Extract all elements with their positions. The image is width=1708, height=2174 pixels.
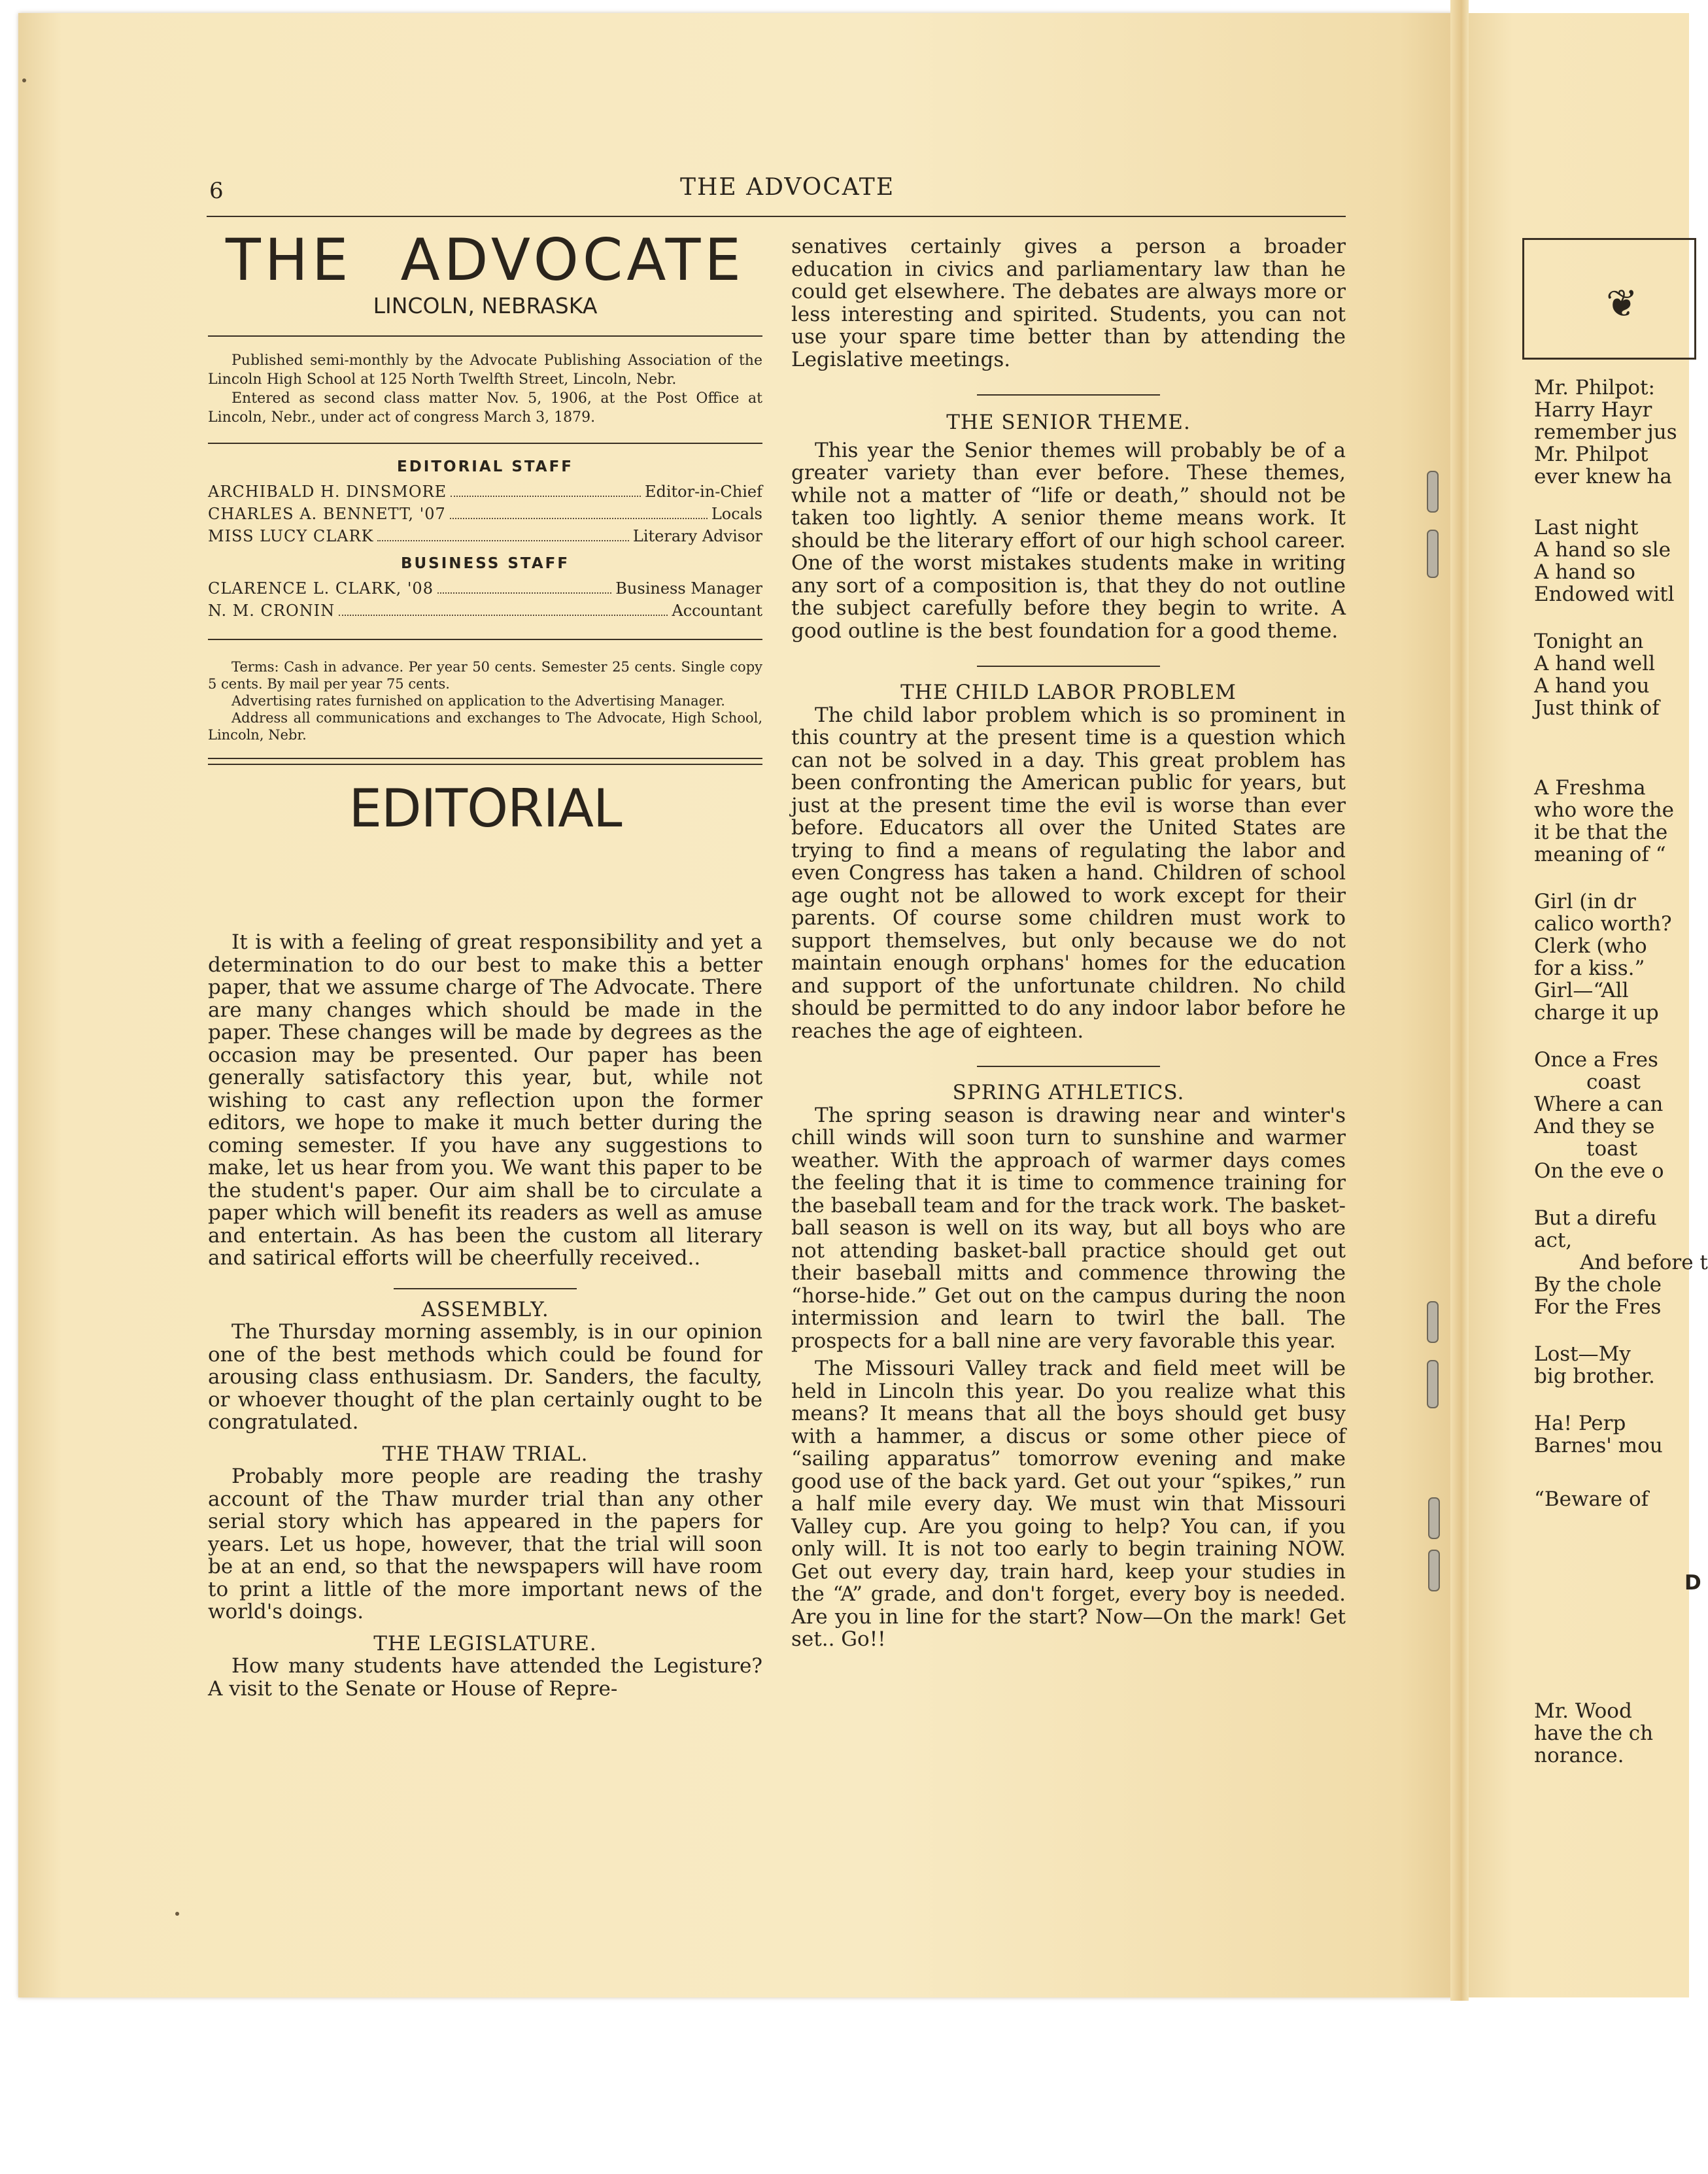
adjacent-page-line: it be that the [1534, 821, 1668, 844]
staff-role: Accountant [672, 602, 762, 620]
adjacent-page-line: coast [1586, 1070, 1641, 1094]
section-divider [977, 1066, 1160, 1067]
assembly-title: ASSEMBLY. [421, 1297, 549, 1321]
adjacent-page-line: meaning of “ [1534, 843, 1666, 866]
child-labor-title: THE CHILD LABOR PROBLEM [900, 681, 1237, 704]
staff-row [208, 481, 762, 503]
adjacent-page-line: Just think of [1534, 696, 1660, 720]
thaw-trial-title: THE THAW TRIAL. [382, 1442, 589, 1466]
entry-note: Entered as second class matter Nov. 5, 1906, at the Post Office at Lincoln, Nebr., under act of congress March 3, 1879. [208, 390, 762, 426]
adjacent-page-line: Endowed witl [1534, 583, 1675, 606]
terms-rule [208, 639, 762, 640]
staff-name: ARCHIBALD H. DINSMORE [208, 483, 447, 501]
legislature-body-cont: senatives certainly gives a person a broader education in civics and parliamentary law than he could get elsewhere. The debates are always more or less interesting and spirited. Students, you can not use your spare time better than by attending the Legislative meetings. [791, 235, 1346, 371]
child-labor-body: The child labor problem which is so prominent in this country at the present time is a question which can not be solved in a day. This great problem has been confronting the American public for years, but just at the present time the evil is worse than ever before. Educators all over the United States are trying to find a means of regulating the labor and even Congress has taken a hand. Children of school age ought not be allowed to work except for their parents. Of course some children must work to support themselves, but only because we do not maintain enough orphans' homes for the education and support of the unfortunate children. No child should be permitted to do any indoor labor before he reaches the age of eighteen. [791, 703, 1346, 1043]
left-column-body [208, 931, 762, 1700]
adjacent-page-line: act, [1534, 1229, 1573, 1252]
binding-clip-icon [1428, 1550, 1440, 1591]
publisher-note: Published semi-monthly by the Advocate Publishing Association of the Lincoln High School at 125 North Twelfth Street, Lincoln, Nebr. [208, 352, 762, 388]
legislature-body: How many students have attended the Legisture? A visit to the Senate or House of Repre- [208, 1654, 762, 1701]
staff-role: Literary Advisor [632, 527, 762, 545]
adjacent-page-line: Lost—My [1534, 1342, 1631, 1366]
staff-role: Locals [711, 505, 762, 523]
staff-row [208, 525, 762, 547]
adjacent-page-line: Tonight an [1534, 630, 1644, 653]
adjacent-page-line: And they se [1534, 1115, 1655, 1138]
editorial-staff-heading: EDITORIAL STAFF [396, 458, 574, 475]
staff-name: MISS LUCY CLARK [208, 527, 374, 545]
assembly-body: The Thursday morning assembly, is in our opinion one of the best methods which could be found for arousing class enthusiasm. Dr. Sanders, the faculty, or whoever thought of the plan certainly ought to be congratulated. [208, 1320, 762, 1434]
binding-spine [1450, 0, 1469, 2001]
adjacent-page-line: A hand well [1534, 652, 1656, 675]
staff-role: Business Manager [615, 579, 762, 598]
masthead-title: THE ADVOCATE [226, 226, 745, 294]
adjacent-page-line: By the chole [1534, 1273, 1662, 1297]
staff-row [208, 600, 762, 622]
staff-name: N. M. CRONIN [208, 602, 335, 620]
adjacent-page-line: toast [1586, 1137, 1637, 1161]
staff-role: Editor-in-Chief [644, 483, 762, 501]
leader-dots [339, 615, 668, 616]
terms-line: Address all communications and exchanges to The Advocate, High School, Lincoln, Nebr. [208, 710, 762, 743]
double-rule [208, 758, 762, 765]
adjacent-page-line: Mr. Philpot [1534, 443, 1648, 466]
staff-row [208, 577, 762, 600]
header-rule [207, 216, 1346, 217]
running-title: THE ADVOCATE [680, 174, 895, 201]
adjacent-page-line: ever knew ha [1534, 465, 1672, 488]
senior-theme-title: THE SENIOR THEME. [946, 411, 1191, 434]
adjacent-page-line: Girl (in dr [1534, 890, 1636, 913]
leader-dots [451, 496, 641, 497]
adjacent-page-line: remember jus [1534, 420, 1677, 444]
adjacent-page-line: For the Fres [1534, 1295, 1662, 1319]
binding-clip-icon [1428, 1497, 1440, 1539]
leader-dots [377, 540, 628, 541]
leader-dots [437, 592, 611, 594]
terms-line: Terms: Cash in advance. Per year 50 cents. Semester 25 cents. Single copy 5 cents. By mail per year 75 cents. [208, 659, 762, 692]
spring-athletics-body-2: The Missouri Valley track and field meet will be held in Lincoln this year. Do you realize what this means? It means that all the boys should get busy with a hammer, a discus or some other piece of “sailing apparatus” tomorrow evening and make good use of the back yard. Get out your “spikes,” run a half mile every day. We must win that Missouri Valley cup. Are you going to help? You can, if you only will. It is not too early to begin training NOW. Get out every day, train hard, keep your studies in the “A” grade, and don't forget, every boy is needed. Are you in line for the start? Now—On the mark! Get set.. Go!! [791, 1357, 1346, 1651]
adjacent-page-line: “Beware of [1534, 1487, 1649, 1511]
adjacent-page-line: who wore the [1534, 798, 1675, 822]
section-divider [977, 666, 1160, 667]
binding-clip-icon [1427, 530, 1439, 578]
adjacent-page-line: Mr. Wood [1534, 1699, 1632, 1723]
adjacent-page-line: Once a Fres [1534, 1048, 1658, 1072]
senior-theme-body: This year the Senior themes will probably be of a greater variety than ever before. These themes, while not a matter of “life or death,” should not be taken too lightly. A senior theme means work. It should be the literary effort of our high school career. One of the worst mistakes students make in writing any sort of a composition is, that they do not outline the subject carefully before they begin to write. A good outline is the best foundation for a good theme. [791, 438, 1346, 643]
adjacent-page-line: But a direfu [1534, 1206, 1657, 1230]
publisher-info [208, 351, 762, 427]
ornament-icon: ❦ [1606, 281, 1638, 326]
adjacent-page-line: norance. [1534, 1744, 1624, 1767]
staff-name: CLARENCE L. CLARK, '08 [208, 579, 434, 598]
spring-athletics-title: SPRING ATHLETICS. [952, 1081, 1185, 1104]
adjacent-page-line: D [1684, 1571, 1701, 1595]
adjacent-page-line: And before t [1580, 1251, 1708, 1274]
section-divider [394, 1288, 577, 1289]
page-number: 6 [209, 178, 224, 204]
staff-name: CHARLES A. BENNETT, '07 [208, 505, 446, 523]
paper-blemish [175, 1912, 179, 1916]
adjacent-page-line: A hand so [1534, 560, 1635, 584]
binding-clip-icon [1427, 471, 1439, 513]
adjacent-page-line: Barnes' mou [1534, 1434, 1663, 1457]
adjacent-page-line: Where a can [1534, 1093, 1664, 1116]
adjacent-page-line: calico worth? [1534, 912, 1672, 936]
terms-line: Advertising rates furnished on application to the Advertising Manager. [231, 693, 725, 709]
adjacent-page-line: A hand so sle [1534, 538, 1671, 562]
binding-clip-icon [1427, 1360, 1439, 1408]
masthead-rule [208, 335, 762, 337]
section-divider [977, 394, 1160, 396]
masthead-city: LINCOLN, NEBRASKA [373, 293, 598, 318]
editorial-body: It is with a feeling of great responsibility and yet a determination to do our best to make this a better paper, that we assume charge of The Advocate. There are many changes which should be made in the paper. These changes will be made by degrees as the occasion may be presented. Our paper has been generally satisfactory this year, but, while not wishing to cast any reflection upon the former editors, we hope to make it much better during the coming semester. If you have any suggestions to make, let us hear from you. We want this paper to be the student's paper. Our aim shall be to circulate a paper which will benefit its readers as well as amuse and entertain. As has been the custom all literary and satirical efforts will be cheerfully received.. [208, 930, 762, 1270]
staff-row [208, 503, 762, 525]
adjacent-page-line: have the ch [1534, 1722, 1654, 1745]
adjacent-page-line: Girl—“All [1534, 979, 1629, 1002]
masthead [208, 226, 762, 839]
thaw-trial-body: Probably more people are reading the trashy account of the Thaw murder trial than any other serial story which has appeared in the papers for years. Let us hope, however, that the trial will soon be at an end, so that the newspapers will have room to print a little of the more important news of the world's doings. [208, 1465, 762, 1623]
adjacent-page-line: Ha! Perp [1534, 1412, 1626, 1435]
subscription-terms [208, 658, 762, 743]
business-staff-heading: BUSINESS STAFF [400, 555, 570, 572]
adjacent-page [1469, 13, 1708, 1997]
paper-blemish [22, 78, 26, 82]
binding-clip-icon [1427, 1301, 1439, 1343]
spring-athletics-body-1: The spring season is drawing near and winter's chill winds will soon turn to sunshine and warmer weather. With the approach of warmer days comes the feeling that it is time to commence training for the baseball team and for the track work. The basket-ball season is well on its way, but all boys who are not attending basket-ball practice should get out their baseball mitts and commence throwing the “horse-hide.” Get out on the campus during the noon intermission and learn to twirl the ball. The prospects for a ball nine are very favorable this year. [791, 1103, 1346, 1353]
adjacent-page-line: A Freshma [1534, 776, 1646, 800]
editorial-staff-list [208, 481, 762, 547]
adjacent-page-line: big brother. [1534, 1365, 1655, 1388]
leader-dots [450, 518, 708, 519]
adjacent-page-line: On the eve o [1534, 1159, 1664, 1183]
right-column-body [791, 235, 1346, 1651]
adjacent-page-line: charge it up [1534, 1001, 1659, 1025]
legislature-title: THE LEGISLATURE. [373, 1631, 597, 1656]
adjacent-page-line: Harry Hayr [1534, 398, 1652, 422]
adjacent-page-line: Clerk (who [1534, 934, 1647, 958]
adjacent-page-line: Last night [1534, 516, 1639, 539]
staff-rule [208, 443, 762, 444]
adjacent-page-line: Mr. Philpot: [1534, 376, 1655, 399]
adjacent-page-line: A hand you [1534, 674, 1650, 698]
business-staff-list [208, 577, 762, 622]
adjacent-page-line: for a kiss.” [1534, 957, 1645, 980]
editorial-heading: EDITORIAL [349, 778, 622, 839]
